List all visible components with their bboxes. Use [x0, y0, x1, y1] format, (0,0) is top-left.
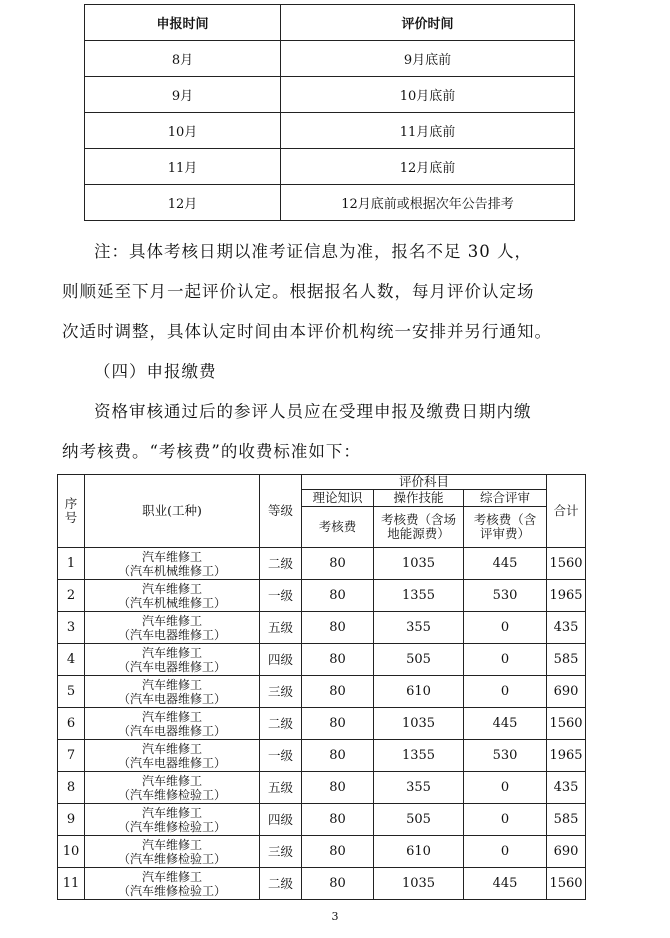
fee-occupation: [85, 580, 260, 612]
fee-review: 0: [464, 836, 547, 868]
fee-occupation-type: （汽车维修检验工）: [117, 787, 226, 802]
fee-total: 1560: [547, 548, 586, 580]
fee-header-total: 合计: [547, 475, 586, 548]
fee-occupation-name: 汽车维修工: [141, 677, 202, 692]
fee-review: 0: [464, 612, 547, 644]
schedule-row: [85, 77, 575, 113]
fee-occupation-type: （汽车维修检验工）: [117, 819, 226, 834]
fee-row: [58, 836, 586, 868]
fee-occupation-name: 汽车维修工: [141, 741, 202, 756]
fee-header-theory-fee: 考核费: [302, 507, 374, 548]
fee-header-skill-fee: 考核费（含场地能源费）: [374, 507, 464, 548]
section-heading: （四）申报缴费: [94, 362, 217, 381]
fee-row: [58, 868, 586, 900]
fee-occupation-name: 汽车维修工: [141, 773, 202, 788]
schedule-row: [85, 41, 575, 77]
fee-header-level: 等级: [260, 475, 302, 548]
fee-seq: 3: [58, 612, 85, 644]
fee-row: [58, 740, 586, 772]
fee-header-skill: 操作技能: [374, 490, 464, 507]
fee-level: 五级: [260, 772, 302, 804]
page-number: 3: [331, 910, 339, 923]
fee-occupation-type: （汽车电器维修工）: [117, 691, 226, 706]
fee-level: 四级: [260, 644, 302, 676]
fee-occupation: [85, 644, 260, 676]
fee-row: [58, 676, 586, 708]
schedule-apply-month: 10月: [85, 113, 281, 149]
fee-skill: 1035: [374, 708, 464, 740]
fee-text-line-1: 资格审核通过后的参评人员应在受理申报及缴费日期内缴: [94, 402, 532, 421]
fee-seq: 7: [58, 740, 85, 772]
fee-header-row-1: [58, 475, 586, 490]
fee-row: [58, 804, 586, 836]
fee-text-line-2: 纳考核费。“考核费”的收费标准如下：: [62, 442, 361, 461]
fee-review: 445: [464, 868, 547, 900]
note-line-2: 则顺延至下月一起评价认定。根据报名人数，每月评价认定场: [62, 282, 535, 301]
schedule-row: [85, 185, 575, 221]
fee-theory: 80: [302, 836, 374, 868]
fee-skill: 355: [374, 772, 464, 804]
fee-review: 0: [464, 772, 547, 804]
schedule-row: [85, 149, 575, 185]
fee-header-occupation: 职业(工种): [85, 475, 260, 548]
fee-occupation-name: 汽车维修工: [141, 613, 202, 628]
fee-occupation-type: （汽车维修检验工）: [117, 883, 226, 898]
fee-review: 445: [464, 548, 547, 580]
fee-seq: 5: [58, 676, 85, 708]
schedule-apply-month: 11月: [85, 149, 281, 185]
fee-seq: 4: [58, 644, 85, 676]
fee-occupation-type: （汽车机械维修工）: [117, 595, 226, 610]
fee-occupation: [85, 804, 260, 836]
fee-header-review: 综合评审: [464, 490, 547, 507]
fee-total: 435: [547, 612, 586, 644]
fee-seq: 6: [58, 708, 85, 740]
fee-occupation: [85, 708, 260, 740]
fee-occupation: [85, 836, 260, 868]
fee-level: 三级: [260, 836, 302, 868]
schedule-apply-month: 8月: [85, 41, 281, 77]
fee-level: 五级: [260, 612, 302, 644]
fee-theory: 80: [302, 644, 374, 676]
fee-theory: 80: [302, 804, 374, 836]
fee-review: 445: [464, 708, 547, 740]
fee-seq: 8: [58, 772, 85, 804]
fee-occupation: [85, 612, 260, 644]
note-line-3: 次适时调整，具体认定时间由本评价机构统一安排并另行通知。: [62, 322, 552, 341]
fee-skill: 1355: [374, 740, 464, 772]
fee-theory: 80: [302, 740, 374, 772]
fee-skill: 610: [374, 836, 464, 868]
schedule-eval-deadline: 12月底前或根据次年公告排考: [281, 185, 575, 221]
fee-header-eval-subjects: 评价科目: [302, 475, 547, 490]
fee-skill: 1035: [374, 868, 464, 900]
fee-occupation: [85, 548, 260, 580]
fee-occupation-type: （汽车电器维修工）: [117, 755, 226, 770]
fee-skill: 505: [374, 644, 464, 676]
schedule-header-apply-time: 申报时间: [85, 5, 281, 41]
fee-level: 四级: [260, 804, 302, 836]
schedule-eval-deadline: 9月底前: [281, 41, 575, 77]
fee-review: 530: [464, 580, 547, 612]
fee-skill: 1035: [374, 548, 464, 580]
fee-row: [58, 580, 586, 612]
fee-occupation-type: （汽车电器维修工）: [117, 627, 226, 642]
fee-total: 1965: [547, 580, 586, 612]
fee-review: 0: [464, 676, 547, 708]
fee-total: 690: [547, 836, 586, 868]
fee-theory: 80: [302, 676, 374, 708]
schedule-apply-month: 12月: [85, 185, 281, 221]
fee-row: [58, 772, 586, 804]
fee-level: 二级: [260, 708, 302, 740]
fee-occupation-type: （汽车机械维修工）: [117, 563, 226, 578]
fee-occupation-name: 汽车维修工: [141, 869, 202, 884]
schedule-header-eval-time: 评价时间: [281, 5, 575, 41]
schedule-eval-deadline: 10月底前: [281, 77, 575, 113]
fee-skill: 610: [374, 676, 464, 708]
fee-occupation-name: 汽车维修工: [141, 837, 202, 852]
fee-theory: 80: [302, 612, 374, 644]
schedule-apply-month: 9月: [85, 77, 281, 113]
fee-theory: 80: [302, 772, 374, 804]
fee-skill: 1355: [374, 580, 464, 612]
fee-occupation-name: 汽车维修工: [141, 645, 202, 660]
fee-seq: 10: [58, 836, 85, 868]
fee-occupation: [85, 772, 260, 804]
fee-review: 530: [464, 740, 547, 772]
fee-occupation: [85, 740, 260, 772]
fee-occupation: [85, 868, 260, 900]
fee-table: [57, 474, 586, 900]
schedule-row: [85, 113, 575, 149]
fee-occupation-name: 汽车维修工: [141, 581, 202, 596]
fee-total: 1560: [547, 868, 586, 900]
fee-header-seq: 序号: [58, 475, 85, 548]
fee-theory: 80: [302, 708, 374, 740]
fee-skill: 355: [374, 612, 464, 644]
fee-occupation: [85, 676, 260, 708]
fee-total: 690: [547, 676, 586, 708]
fee-occupation-name: 汽车维修工: [141, 805, 202, 820]
fee-occupation-name: 汽车维修工: [141, 549, 202, 564]
schedule-header-row: [85, 5, 575, 41]
fee-level: 一级: [260, 740, 302, 772]
fee-header-theory: 理论知识: [302, 490, 374, 507]
fee-row: [58, 644, 586, 676]
schedule-table: [84, 4, 575, 221]
fee-total: 1560: [547, 708, 586, 740]
fee-level: 二级: [260, 868, 302, 900]
fee-level: 二级: [260, 548, 302, 580]
fee-seq: 11: [58, 868, 85, 900]
fee-theory: 80: [302, 548, 374, 580]
note-line-1: 注：具体考核日期以准考证信息为准，报名不足 30 人，: [94, 242, 532, 261]
fee-level: 三级: [260, 676, 302, 708]
schedule-eval-deadline: 11月底前: [281, 113, 575, 149]
fee-row: [58, 612, 586, 644]
fee-occupation-type: （汽车电器维修工）: [117, 659, 226, 674]
fee-skill: 505: [374, 804, 464, 836]
fee-occupation-type: （汽车电器维修工）: [117, 723, 226, 738]
fee-row: [58, 548, 586, 580]
fee-total: 585: [547, 804, 586, 836]
fee-row: [58, 708, 586, 740]
fee-theory: 80: [302, 868, 374, 900]
fee-seq: 9: [58, 804, 85, 836]
fee-seq: 1: [58, 548, 85, 580]
fee-seq: 2: [58, 580, 85, 612]
fee-total: 1965: [547, 740, 586, 772]
fee-occupation-type: （汽车维修检验工）: [117, 851, 226, 866]
fee-theory: 80: [302, 580, 374, 612]
fee-header-review-fee: 考核费（含评审费）: [464, 507, 547, 548]
fee-total: 435: [547, 772, 586, 804]
fee-review: 0: [464, 804, 547, 836]
fee-level: 一级: [260, 580, 302, 612]
fee-total: 585: [547, 644, 586, 676]
fee-occupation-name: 汽车维修工: [141, 709, 202, 724]
fee-review: 0: [464, 644, 547, 676]
schedule-eval-deadline: 12月底前: [281, 149, 575, 185]
